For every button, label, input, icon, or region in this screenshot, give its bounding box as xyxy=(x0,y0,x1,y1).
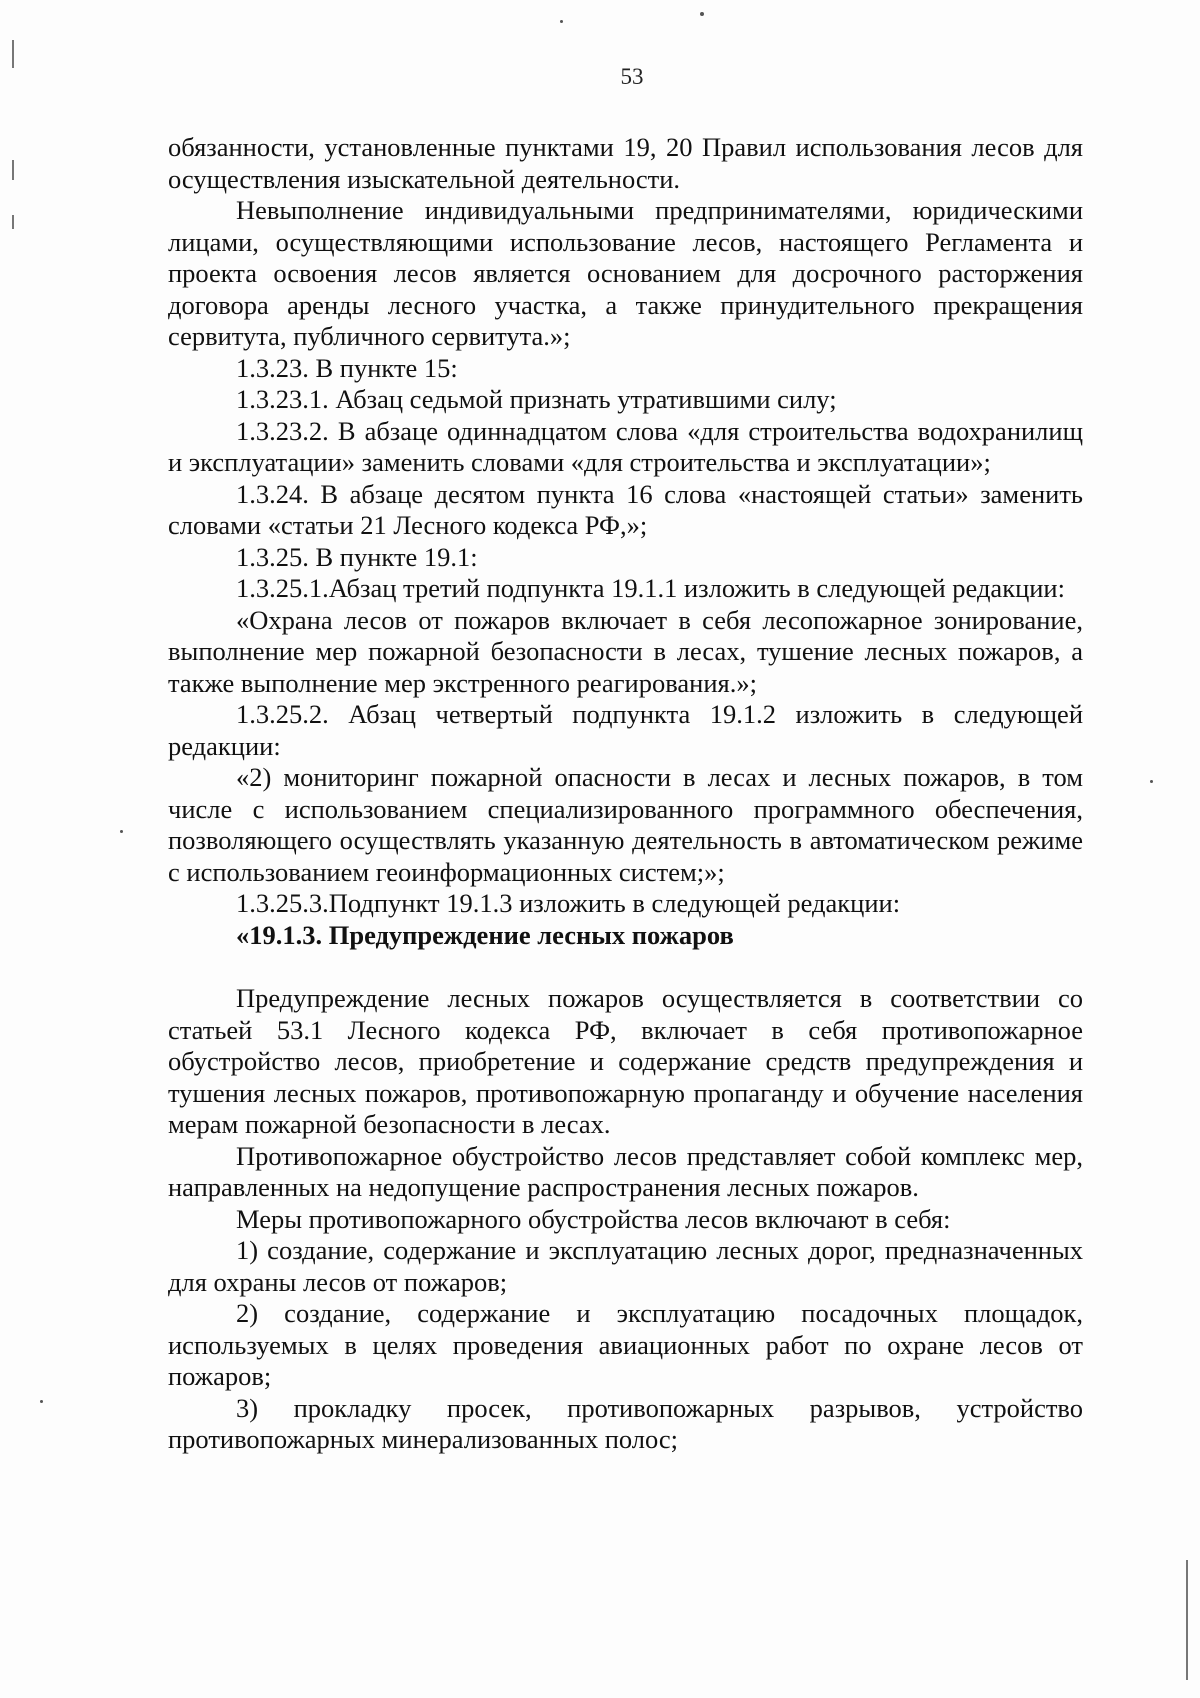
document-body xyxy=(168,132,1083,1456)
paragraph: 1.3.25.1.Абзац третий подпункта 19.1.1 изложить в следующей редакции: xyxy=(236,573,1065,603)
page-number: 53 xyxy=(620,64,644,89)
blank-line xyxy=(168,951,1083,983)
paragraph: «Охрана лесов от пожаров включает в себя лесопожарное зонирование, выполнение мер пожарной безопасности в лесах, тушение лесных пожаров, а также выполнение мер экстренного реагирования.»; xyxy=(168,604,1083,698)
scan-artifact xyxy=(1150,780,1153,783)
scan-artifact xyxy=(120,830,123,833)
paragraph: 1.3.25.3.Подпункт 19.1.3 изложить в следующей редакции: xyxy=(236,888,901,918)
scan-artifact xyxy=(12,215,14,229)
paragraph: Предупреждение лесных пожаров осуществляется в соответствии со статьей 53.1 Лесного кодекса РФ, включает в себя противопожарное обустройство лесов, приобретение и содержание средств предупреждения и тушения лесных пожаров, противопожарную пропаганду и обучение населения мерам пожарной безопасности в лесах. xyxy=(168,983,1083,1139)
section-heading: «19.1.3. Предупреждение лесных пожаров xyxy=(236,919,734,950)
scan-artifact xyxy=(1186,1560,1188,1680)
paragraph: 1.3.23.1. Абзац седьмой признать утратившими силу; xyxy=(236,384,837,414)
list-item: 3) прокладку просек, противопожарных разрывов, устройство противопожарных минерализованных полос; xyxy=(168,1392,1083,1454)
paragraph: Меры противопожарного обустройства лесов включают в себя: xyxy=(236,1203,951,1234)
scan-artifact xyxy=(12,160,14,180)
scan-artifact xyxy=(12,40,14,68)
list-item: 1) создание, содержание и эксплуатацию лесных дорог, предназначенных для охраны лесов от пожаров; xyxy=(168,1235,1083,1297)
scan-artifact xyxy=(560,20,563,23)
scan-artifact xyxy=(700,12,704,16)
paragraph: 1.3.24. В абзаце десятом пункта 16 слова «настоящей статьи» заменить словами «статьи 21 Лесного кодекса РФ,»; xyxy=(168,478,1083,540)
paragraph: «2) мониторинг пожарной опасности в лесах и лесных пожаров, в том числе с использованием специализированного программного обеспечения, позволяющего осуществлять указанную деятельность в автоматическом режиме с использованием геоинформационных систем;»; xyxy=(168,762,1083,887)
scan-artifact xyxy=(40,1400,43,1403)
paragraph: 1.3.23. В пункте 15: xyxy=(236,352,458,383)
paragraph: Противопожарное обустройство лесов представляет собой комплекс мер, направленных на недопущение распространения лесных пожаров. xyxy=(168,1140,1083,1202)
paragraph: 1.3.25.2. Абзац четвертый подпункта 19.1.2 изложить в следующей редакции: xyxy=(168,699,1083,761)
list-item: 2) создание, содержание и эксплуатацию посадочных площадок, используемых в целях проведения авиационных работ по охране лесов от пожаров; xyxy=(168,1298,1083,1391)
paragraph: 1.3.25. В пункте 19.1: xyxy=(236,541,478,572)
paragraph: 1.3.23.2. В абзаце одиннадцатом слова «для строительства водохранилищ и эксплуатации» заменить словами «для строительства и эксплуатации»; xyxy=(168,415,1083,477)
paragraph: обязанности, установленные пунктами 19, 20 Правил использования лесов для осуществления изыскательной деятельности. xyxy=(168,132,1083,194)
paragraph: Невыполнение индивидуальными предпринимателями, юридическими лицами, осуществляющими использование лесов, настоящего Регламента и проекта освоения лесов является основанием для досрочного расторжения договора аренды лесного участка, а также принудительного прекращения сервитута, публичного сервитута.»; xyxy=(168,195,1083,351)
